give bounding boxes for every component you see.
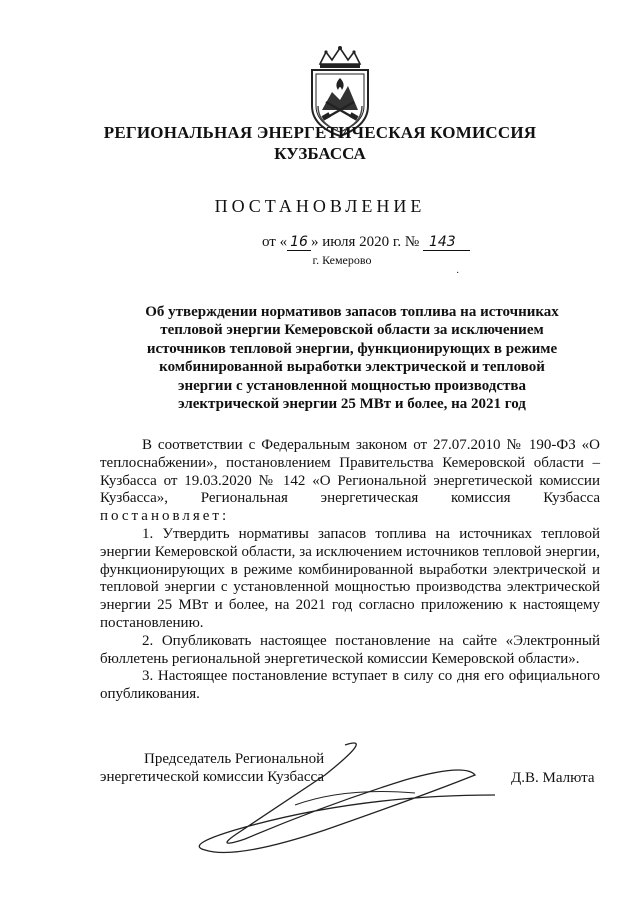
handwritten-signature bbox=[175, 735, 505, 865]
date-prefix: от « bbox=[262, 234, 288, 250]
date-line bbox=[262, 234, 470, 251]
decree-word: постановляет: bbox=[100, 508, 230, 525]
document-type: ПОСТАНОВЛЕНИЕ bbox=[214, 196, 426, 216]
item-2: 2. Опубликовать настоящее постановление на сайте «Электронный бюллетень региональной энергетической комиссии Кемеровской области». bbox=[100, 632, 600, 667]
org-name-line2: КУЗБАССА bbox=[274, 144, 366, 163]
item-3: 3. Настоящее постановление вступает в силу со дня его официального опубликования. bbox=[100, 668, 600, 703]
signatory-position-line2: энергетической комиссии Кузбасса bbox=[100, 769, 324, 785]
signatory-name: Д.В. Малюта bbox=[511, 770, 595, 786]
org-name-line1: РЕГИОНАЛЬНАЯ ЭНЕРГЕТИЧЕСКАЯ КОМИССИЯ bbox=[103, 123, 537, 142]
document-title: Об утверждении нормативов запасов топлива на источниках тепловой энергии Кемеровской области за исключением источников тепловой энергии, функционирующих в режиме комбинированной выработки электрической и тепловой энергии с установленной мощностью производства электрической энергии 25 МВт и более, на 2021 год bbox=[145, 304, 559, 413]
handwritten-number: 143 bbox=[423, 234, 470, 251]
speck: · bbox=[456, 268, 460, 279]
date-mid: » июля 2020 г. № bbox=[310, 234, 420, 250]
signatory-position-line1: Председатель Региональной bbox=[144, 751, 325, 767]
handwritten-day: 16 bbox=[287, 234, 311, 251]
city: г. Кемерово bbox=[312, 253, 372, 267]
preamble-paragraph: В соответствии с Федеральным законом от 27.07.2010 № 190-ФЗ «О теплоснабжении», постановлением Правительства Кемеровской области – Кузбасса от 19.03.2020 № 142 «О Региональной энергетической комиссии Кузбасса», Региональная энергетическая комиссия Кузбасса постановляет: bbox=[100, 437, 600, 525]
document-body bbox=[100, 437, 600, 704]
item-1: 1. Утвердить нормативы запасов топлива на источниках тепловой энергии Кемеровской области, за исключением источников тепловой энергии, функционирующих в режиме комбинированной выработки электрической и тепловой энергии с установленной мощностью производства электрической энергии 25 МВт и более, на 2021 год согласно приложению к настоящему постановлению. bbox=[100, 525, 600, 631]
